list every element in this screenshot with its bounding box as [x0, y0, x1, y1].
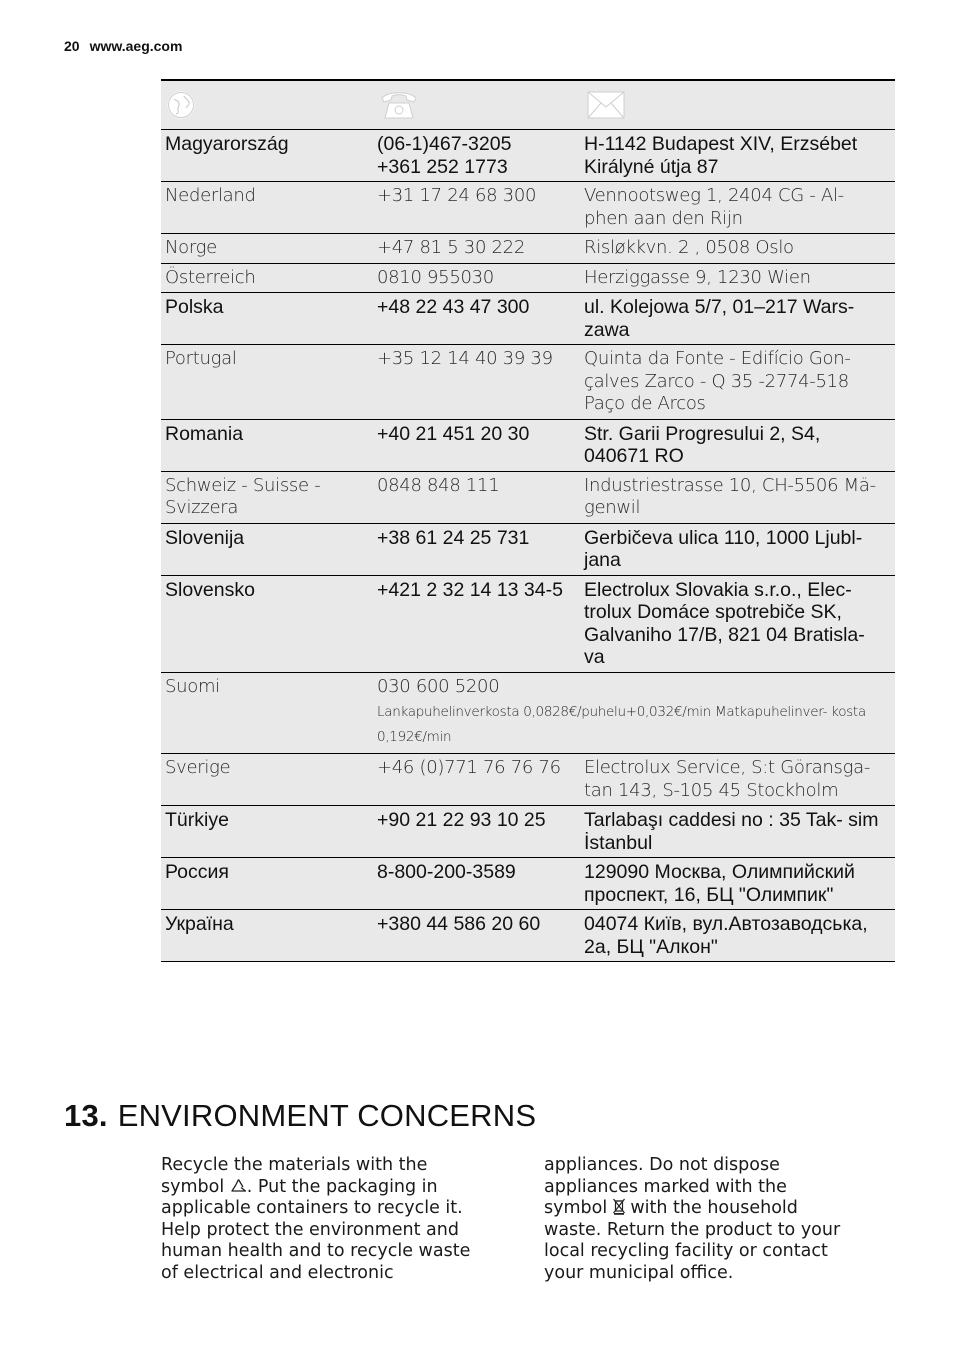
- phone-cell: +46 (0)771 76 76 76: [373, 754, 580, 806]
- phone-cell: +40 21 451 20 30: [373, 419, 580, 471]
- address-cell: Str. Garii Progresului 2, S4, 040671 RO: [580, 419, 895, 471]
- site-url: www.aeg.com: [89, 38, 183, 54]
- phone-cell: +48 22 43 47 300: [373, 293, 580, 345]
- table-row: [161, 910, 895, 962]
- country-cell: Schweiz - Suisse - Svizzera: [161, 471, 373, 523]
- table-row: [161, 182, 895, 234]
- header-address: [580, 80, 895, 130]
- header-phone: [373, 80, 580, 130]
- phone-cell: 0810 955030: [373, 263, 580, 293]
- phone-cell: +380 44 586 20 60: [373, 910, 580, 962]
- recycle-icon: [230, 1178, 247, 1194]
- country-cell: Україна: [161, 910, 373, 962]
- table-row: [161, 263, 895, 293]
- address-cell: Tarlabaşı caddesi no : 35 Tak- sim İstanbul: [580, 806, 895, 858]
- address-cell: 129090 Москва, Олимпийский проспект, 16, БЦ "Олимпик": [580, 858, 895, 910]
- phone-cell: +38 61 24 25 731: [373, 523, 580, 575]
- country-cell: Polska: [161, 293, 373, 345]
- header-country: [161, 80, 373, 130]
- phone-text: 030 600 5200: [377, 675, 500, 697]
- table-row: [161, 345, 895, 420]
- phone-cell: +90 21 22 93 10 25: [373, 806, 580, 858]
- country-cell: Slovenija: [161, 523, 373, 575]
- table-row: [161, 130, 895, 182]
- body-text: with the household waste. Return the product to your local recycling facility or contact your municipal office.: [544, 1198, 841, 1283]
- address-cell: ul. Kolejowa 5/7, 01–217 Wars- zawa: [580, 293, 895, 345]
- envelope-icon: [586, 89, 626, 121]
- section-title: ENVIRONMENT CONCERNS: [117, 1098, 537, 1133]
- country-cell: Romania: [161, 419, 373, 471]
- country-cell: Sverige: [161, 754, 373, 806]
- table-row: [161, 754, 895, 806]
- address-cell: H-1142 Budapest XIV, Erzsébet Királyné útja 87: [580, 130, 895, 182]
- phone-cell: +31 17 24 68 300: [373, 182, 580, 234]
- table-row: [161, 523, 895, 575]
- address-cell: Gerbičeva ulica 110, 1000 Ljubl- jana: [580, 523, 895, 575]
- table-row: [161, 575, 895, 672]
- phone-cell: 8-800-200-3589: [373, 858, 580, 910]
- address-cell: Vennootsweg 1, 2404 CG - Al- phen aan den Rijn: [580, 182, 895, 234]
- crossed-bin-icon: [613, 1198, 625, 1215]
- phone-cell: 0848 848 111: [373, 471, 580, 523]
- table-row: [161, 672, 895, 754]
- body-text: . Put the packaging in applicable containers to recycle it. Help protect the environment and human health and to recycle waste of electrical and electronic: [161, 1176, 471, 1283]
- table-header-row: [161, 80, 895, 130]
- telephone-icon: [379, 89, 419, 121]
- phone-cell: +421 2 32 14 13 34-5: [373, 575, 580, 672]
- country-cell: Россия: [161, 858, 373, 910]
- table-row: [161, 806, 895, 858]
- country-cell: Portugal: [161, 345, 373, 420]
- body-text: appliances. Do not dispose appliances marked with the symbol: [544, 1155, 787, 1219]
- table-row: [161, 234, 895, 264]
- section-number: 13.: [64, 1098, 108, 1133]
- page-number: 20: [64, 38, 80, 54]
- country-cell: Türkiye: [161, 806, 373, 858]
- country-cell: Norge: [161, 234, 373, 264]
- country-cell: Slovensko: [161, 575, 373, 672]
- address-cell: Electrolux Slovakia s.r.o., Elec- trolux Domáce spotrebiče SK, Galvaniho 17/B, 821 04 Bratisla- va: [580, 575, 895, 672]
- body-text: Recycle the materials with the symbol: [161, 1155, 428, 1197]
- address-cell: Industriestrasse 10, CH-5506 Mä- genwil: [580, 471, 895, 523]
- globe-icon: [167, 91, 195, 119]
- page-header: [64, 38, 182, 54]
- tariff-note: Lankapuhelinverkosta 0,0828€/puhelu+0,032€/min Matkapuhelinver- kosta 0,192€/min: [377, 704, 866, 745]
- table-row: [161, 419, 895, 471]
- body-column-left: [161, 1155, 471, 1285]
- body-column-right: [544, 1155, 854, 1285]
- phone-cell: +47 81 5 30 222: [373, 234, 580, 264]
- country-cell: Suomi: [161, 672, 373, 754]
- address-cell: Herziggasse 9, 1230 Wien: [580, 263, 895, 293]
- address-cell: 04074 Київ, вул.Автозаводська, 2а, БЦ "Алкон": [580, 910, 895, 962]
- address-cell: Electrolux Service, S:t Göransga- tan 143, S-105 45 Stockholm: [580, 754, 895, 806]
- service-contacts-table: [161, 79, 895, 962]
- table-row: [161, 858, 895, 910]
- phone-cell: [373, 130, 580, 182]
- table-row: [161, 293, 895, 345]
- country-cell: Österreich: [161, 263, 373, 293]
- phone-cell: +35 12 14 40 39 39: [373, 345, 580, 420]
- phone-cell: [373, 672, 895, 754]
- table-row: [161, 471, 895, 523]
- country-cell: Magyarország: [161, 130, 373, 182]
- country-cell: Nederland: [161, 182, 373, 234]
- address-cell: Risløkkvn. 2 , 0508 Oslo: [580, 234, 895, 264]
- section-heading: [64, 1098, 536, 1134]
- address-cell: Quinta da Fonte - Edifício Gon- çalves Zarco - Q 35 -2774-518 Paço de Arcos: [580, 345, 895, 420]
- phone-text: (06-1)467-3205 +361 252 1773: [377, 133, 512, 178]
